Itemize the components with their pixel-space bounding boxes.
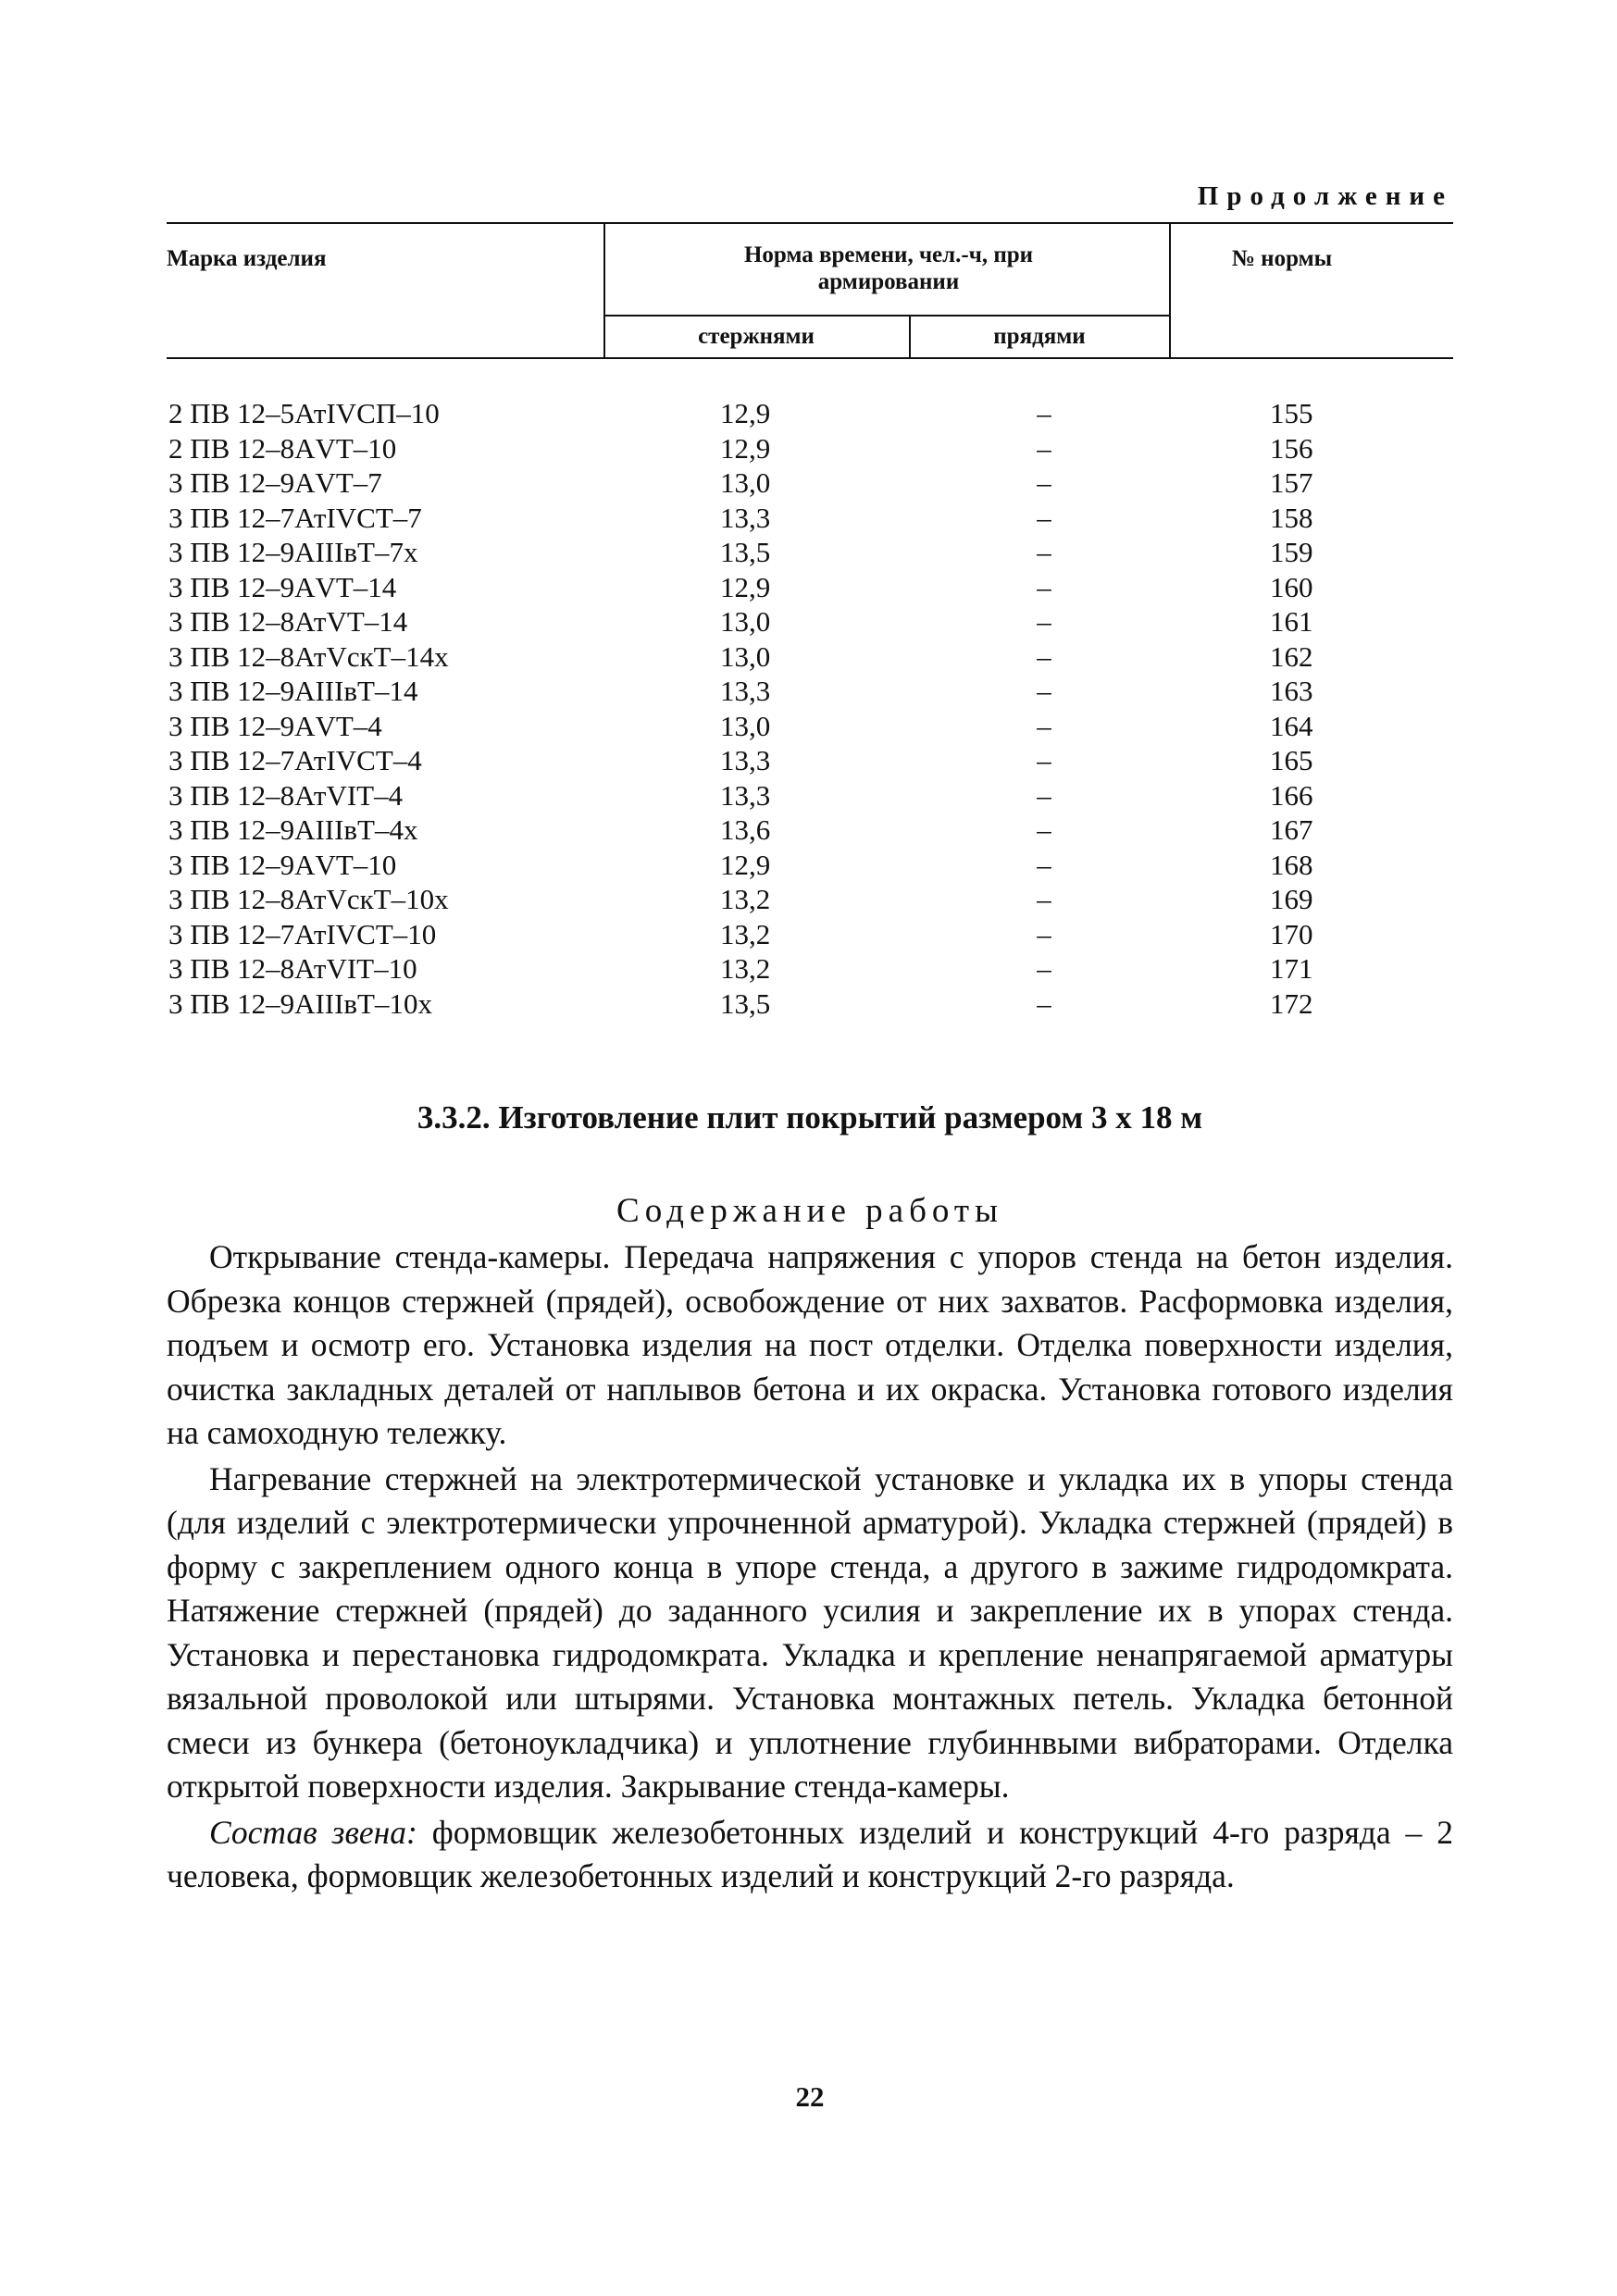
table-row [167, 709, 1453, 744]
section-title: 3.3.2. Изготовление плит покрытий размером 3 х 18 м [417, 1099, 1203, 1136]
cell-strands: – [1037, 501, 1051, 534]
cell-mark: 3 ПВ 12–8АтVскТ–10х [168, 883, 449, 915]
cell-rods: 13,2 [720, 952, 771, 985]
cell-mark: 3 ПВ 12–9АIIIвТ–7х [168, 536, 418, 568]
cell-rods: 13,5 [720, 987, 771, 1020]
cell-norm-number: 171 [1270, 952, 1313, 985]
cell-rods: 13,2 [720, 917, 771, 950]
cell-norm-number: 161 [1270, 605, 1313, 638]
cell-strands: – [1037, 987, 1051, 1020]
cell-strands: – [1037, 917, 1051, 950]
cell-rods: 13,0 [720, 639, 771, 673]
cell-norm-number: 155 [1270, 397, 1313, 429]
crew-label: Состав звена: [209, 1813, 417, 1851]
cell-mark: 3 ПВ 12–8АтVскТ–14х [168, 639, 449, 673]
cell-mark: 3 ПВ 12–9АVТ–10 [168, 848, 397, 881]
cell-strands: – [1037, 778, 1051, 812]
cell-norm-number: 164 [1270, 709, 1313, 742]
cell-mark: 3 ПВ 12–9АVТ–14 [168, 570, 397, 603]
cell-rods: 12,9 [720, 397, 771, 429]
cell-mark: 3 ПВ 12–8АтVТ–14 [168, 605, 408, 638]
cell-rods: 12,9 [720, 848, 771, 881]
cell-rods: 13,2 [720, 883, 771, 915]
cell-norm-number: 157 [1270, 466, 1313, 499]
cell-norm-number: 162 [1270, 639, 1313, 673]
header-rods: стержнями [698, 324, 815, 349]
paragraph-3 [167, 1811, 1453, 1899]
table-row [167, 778, 1453, 813]
table-row [167, 396, 1453, 431]
cell-strands: – [1037, 570, 1051, 603]
cell-mark: 3 ПВ 12–9АIIIвТ–14 [168, 675, 418, 707]
cell-rods: 13,6 [720, 813, 771, 846]
cell-strands: – [1037, 813, 1051, 846]
cell-rods: 12,9 [720, 431, 771, 465]
cell-rods: 13,0 [720, 709, 771, 742]
work-content-heading: Содержание работы [616, 1192, 1003, 1230]
table-top-rule [167, 222, 1453, 224]
cell-strands: – [1037, 883, 1051, 915]
header-time-norm: Норма времени, чел.-ч, при армировании [743, 242, 1034, 294]
cell-mark: 3 ПВ 12–9АVТ–7 [168, 466, 382, 499]
cell-norm-number: 169 [1270, 883, 1313, 915]
cell-mark: 3 ПВ 12–9АVТ–4 [168, 709, 382, 742]
col-divider-norm [1169, 222, 1171, 357]
table-row [167, 917, 1453, 952]
table-row [167, 431, 1453, 466]
cell-strands: – [1037, 431, 1051, 465]
cell-strands: – [1037, 848, 1051, 881]
table-row [167, 501, 1453, 536]
paragraph-2: Нагревание стержней на электротермической установке и укладка их в упоры стенда (для изделий с электротермически упрочненной арматурой). Укладка стержней (прядей) в форму с закреплением одного конца в упоре стенда, а другого в зажиме гидродомкрата. Натяжение стержней (прядей) до заданного усилия и закрепление их в упорах стенда. Установка и перестановка гидродомкрата. Укладка и крепление ненапрягаемой арматуры вязальной проволокой или штырями. Установка монтажных петель. Укладка бетонной смеси из бункера (бетоноукладчика) и уплотнение глубиннвыми вибраторами. Отделка открытой поверхности изделия. Закрывание стенда-камеры. [167, 1459, 1453, 1805]
crew-text: формовщик железобетонных изделий и конструкций 4-го разряда – 2 человека, формовщик железобетонных изделий и конструкций 2-го разряда. [167, 1813, 1454, 1894]
cell-rods: 12,9 [720, 570, 771, 603]
cell-norm-number: 165 [1270, 744, 1313, 776]
table-row [167, 882, 1453, 917]
table-row [167, 604, 1453, 639]
cell-strands: – [1037, 536, 1051, 568]
cell-strands: – [1037, 605, 1051, 638]
cell-norm-number: 159 [1270, 536, 1313, 568]
paragraph-1: Открывание стенда-камеры. Передача напряжения с упоров стенда на бетон изделия. Обрезка концов стержней (прядей), освобождение от них захватов. Расформовка изделия, подъем и осмотр его. Установка изделия на пост отделки. Отделка поверхности изделия, очистка закладных деталей от наплывов бетона и их окраска. Установка готового изделия на самоходную тележку. [167, 1238, 1453, 1451]
header-strands: прядями [993, 324, 1086, 349]
header-bottom-rule [167, 357, 1453, 359]
table-row [167, 951, 1453, 987]
table-row [167, 987, 1453, 1022]
cell-mark: 3 ПВ 12–7АтIVСТ–7 [168, 501, 422, 534]
cell-mark: 3 ПВ 12–8АтVIТ–10 [168, 952, 417, 985]
table-row [167, 465, 1453, 501]
cell-rods: 13,3 [720, 675, 771, 707]
table-row [167, 813, 1453, 848]
cell-mark: 2 ПВ 12–8АVТ–10 [168, 431, 397, 465]
header-sub-rule [603, 315, 1169, 316]
cell-norm-number: 163 [1270, 675, 1313, 707]
cell-strands: – [1037, 397, 1051, 429]
continuation-label: Продолжение [1197, 181, 1453, 211]
table-row [167, 743, 1453, 778]
cell-rods: 13,3 [720, 744, 771, 776]
table-row [167, 674, 1453, 709]
cell-strands: – [1037, 675, 1051, 707]
cell-mark: 3 ПВ 12–9АIIIвТ–4х [168, 813, 418, 846]
page-number: 22 [795, 2080, 825, 2113]
cell-norm-number: 170 [1270, 917, 1313, 950]
cell-norm-number: 168 [1270, 848, 1313, 881]
cell-rods: 13,3 [720, 501, 771, 534]
cell-rods: 13,0 [720, 466, 771, 499]
cell-strands: – [1037, 639, 1051, 673]
cell-strands: – [1037, 709, 1051, 742]
cell-mark: 3 ПВ 12–9АIIIвТ–10х [168, 987, 432, 1020]
cell-rods: 13,0 [720, 605, 771, 638]
cell-norm-number: 167 [1270, 813, 1313, 846]
cell-rods: 13,3 [720, 778, 771, 812]
cell-norm-number: 160 [1270, 570, 1313, 603]
cell-rods: 13,5 [720, 536, 771, 568]
table-body [167, 396, 1453, 1021]
cell-norm-number: 166 [1270, 778, 1313, 812]
cell-strands: – [1037, 952, 1051, 985]
cell-mark: 2 ПВ 12–5АтIVСП–10 [168, 397, 440, 429]
cell-norm-number: 156 [1270, 431, 1313, 465]
cell-norm-number: 158 [1270, 501, 1313, 534]
table-row [167, 848, 1453, 883]
body-text [167, 1235, 1453, 1899]
cell-strands: – [1037, 466, 1051, 499]
header-norm-number: № нормы [1231, 246, 1333, 271]
cell-mark: 3 ПВ 12–7АтIVСТ–4 [168, 744, 422, 776]
cell-mark: 3 ПВ 12–7АтIVСТ–10 [168, 917, 437, 950]
cell-mark: 3 ПВ 12–8АтVIТ–4 [168, 778, 404, 812]
cell-norm-number: 172 [1270, 987, 1313, 1020]
cell-strands: – [1037, 744, 1051, 776]
table-row [167, 639, 1453, 675]
header-mark: Марка изделия [167, 246, 327, 271]
table-row [167, 535, 1453, 570]
table-row [167, 570, 1453, 605]
